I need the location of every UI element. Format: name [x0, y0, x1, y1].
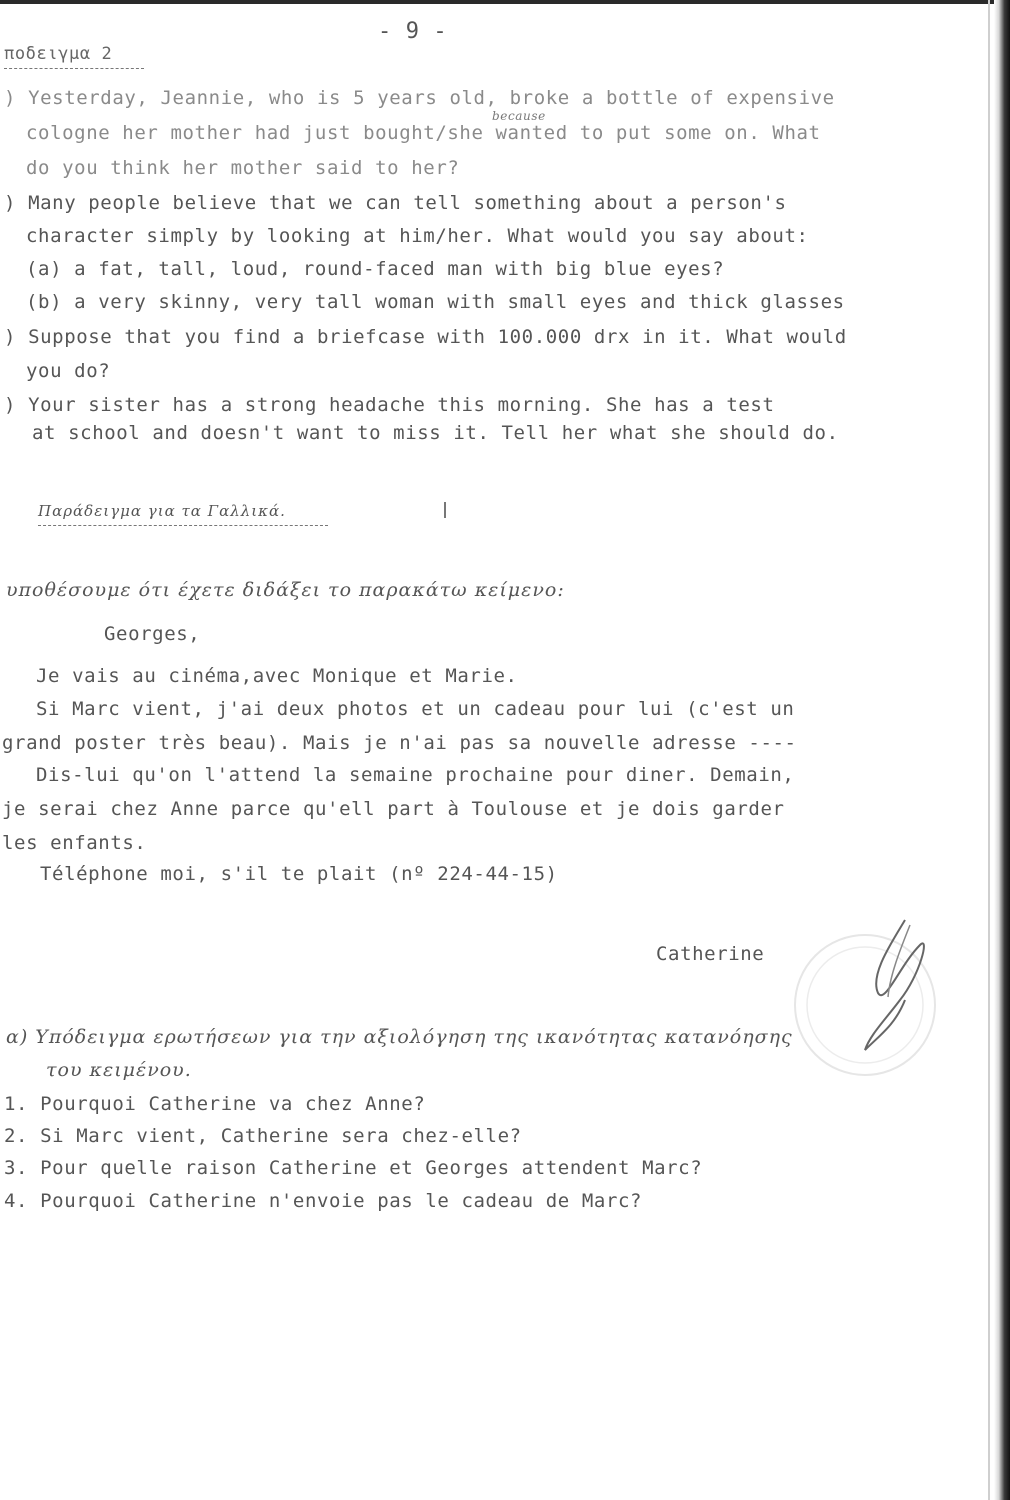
- french-section-intro: υποθέσουμε ότι έχετε διδάξει το παρακάτω κείμενο:: [6, 579, 565, 601]
- question-1-line-2: cologne her mother had just bought/she wanted to put some on. What: [26, 122, 821, 144]
- exercise-question-1: 1. Pourquoi Catherine va chez Anne?: [4, 1093, 426, 1115]
- page-fold-line: [988, 0, 990, 1500]
- question-2-line-1: ) Many people believe that we can tell something about a person's: [4, 192, 787, 214]
- letter-signature: Catherine: [656, 943, 765, 965]
- handwritten-insert: because: [492, 109, 546, 123]
- page-top-edge: [0, 0, 1010, 4]
- page-number: - 9 -: [378, 19, 448, 44]
- question-3-line-1: ) Suppose that you find a briefcase with 100.000 drx in it. What would: [4, 326, 847, 348]
- header-title: ποδειγμα 2: [4, 42, 144, 69]
- handwritten-stamp-mark: [770, 905, 950, 1085]
- letter-line-1: Je vais au cinéma,avec Monique et Marie.: [36, 665, 518, 687]
- letter-line-5: je serai chez Anne parce qu'ell part à Toulouse et je dois garder: [2, 798, 785, 820]
- exercise-question-4: 4. Pourquoi Catherine n'envoie pas le cadeau de Marc?: [4, 1190, 643, 1212]
- question-2-line-2: character simply by looking at him/her. What would you say about:: [26, 225, 809, 247]
- letter-line-2: Si Marc vient, j'ai deux photos et un cadeau pour lui (c'est un: [36, 698, 795, 720]
- exercise-question-2: 2. Si Marc vient, Catherine sera chez-elle?: [4, 1125, 522, 1147]
- question-1-line-3: do you think her mother said to her?: [26, 157, 460, 179]
- question-1-line-1: ) Yesterday, Jeannie, who is 5 years old, broke a bottle of expensive: [4, 87, 835, 109]
- exercise-intro-line-2: του κειμένου.: [46, 1059, 192, 1081]
- question-4-line-2: at school and doesn't want to miss it. Tell her what she should do.: [32, 422, 839, 444]
- letter-salutation: Georges,: [104, 623, 201, 645]
- exercise-question-3: 3. Pour quelle raison Catherine et Georges attendent Marc?: [4, 1157, 703, 1179]
- question-2-option-a: (a) a fat, tall, loud, round-faced man with big blue eyes?: [26, 258, 725, 280]
- letter-line-3: grand poster très beau). Mais je n'ai pas sa nouvelle adresse ----: [2, 732, 797, 754]
- letter-line-7: Téléphone moi, s'il te plait (nº 224-44-15): [40, 863, 558, 885]
- margin-mark: [444, 502, 446, 518]
- page-right-edge: [994, 0, 1010, 1500]
- letter-line-6: les enfants.: [2, 832, 147, 854]
- exercise-intro-line-1: α) Υπόδειγμα ερωτήσεων για την αξιολόγηση της ικανότητας κατανόησης: [6, 1026, 793, 1048]
- french-section-heading: Παράδειγμα για τα Γαλλικά.: [38, 499, 328, 526]
- question-4-line-1: ) Your sister has a strong headache this morning. She has a test: [4, 394, 775, 416]
- question-3-line-2: you do?: [26, 360, 111, 382]
- letter-line-4: Dis-lui qu'on l'attend la semaine prochaine pour diner. Demain,: [36, 764, 795, 786]
- question-2-option-b: (b) a very skinny, very tall woman with small eyes and thick glasses: [26, 291, 845, 313]
